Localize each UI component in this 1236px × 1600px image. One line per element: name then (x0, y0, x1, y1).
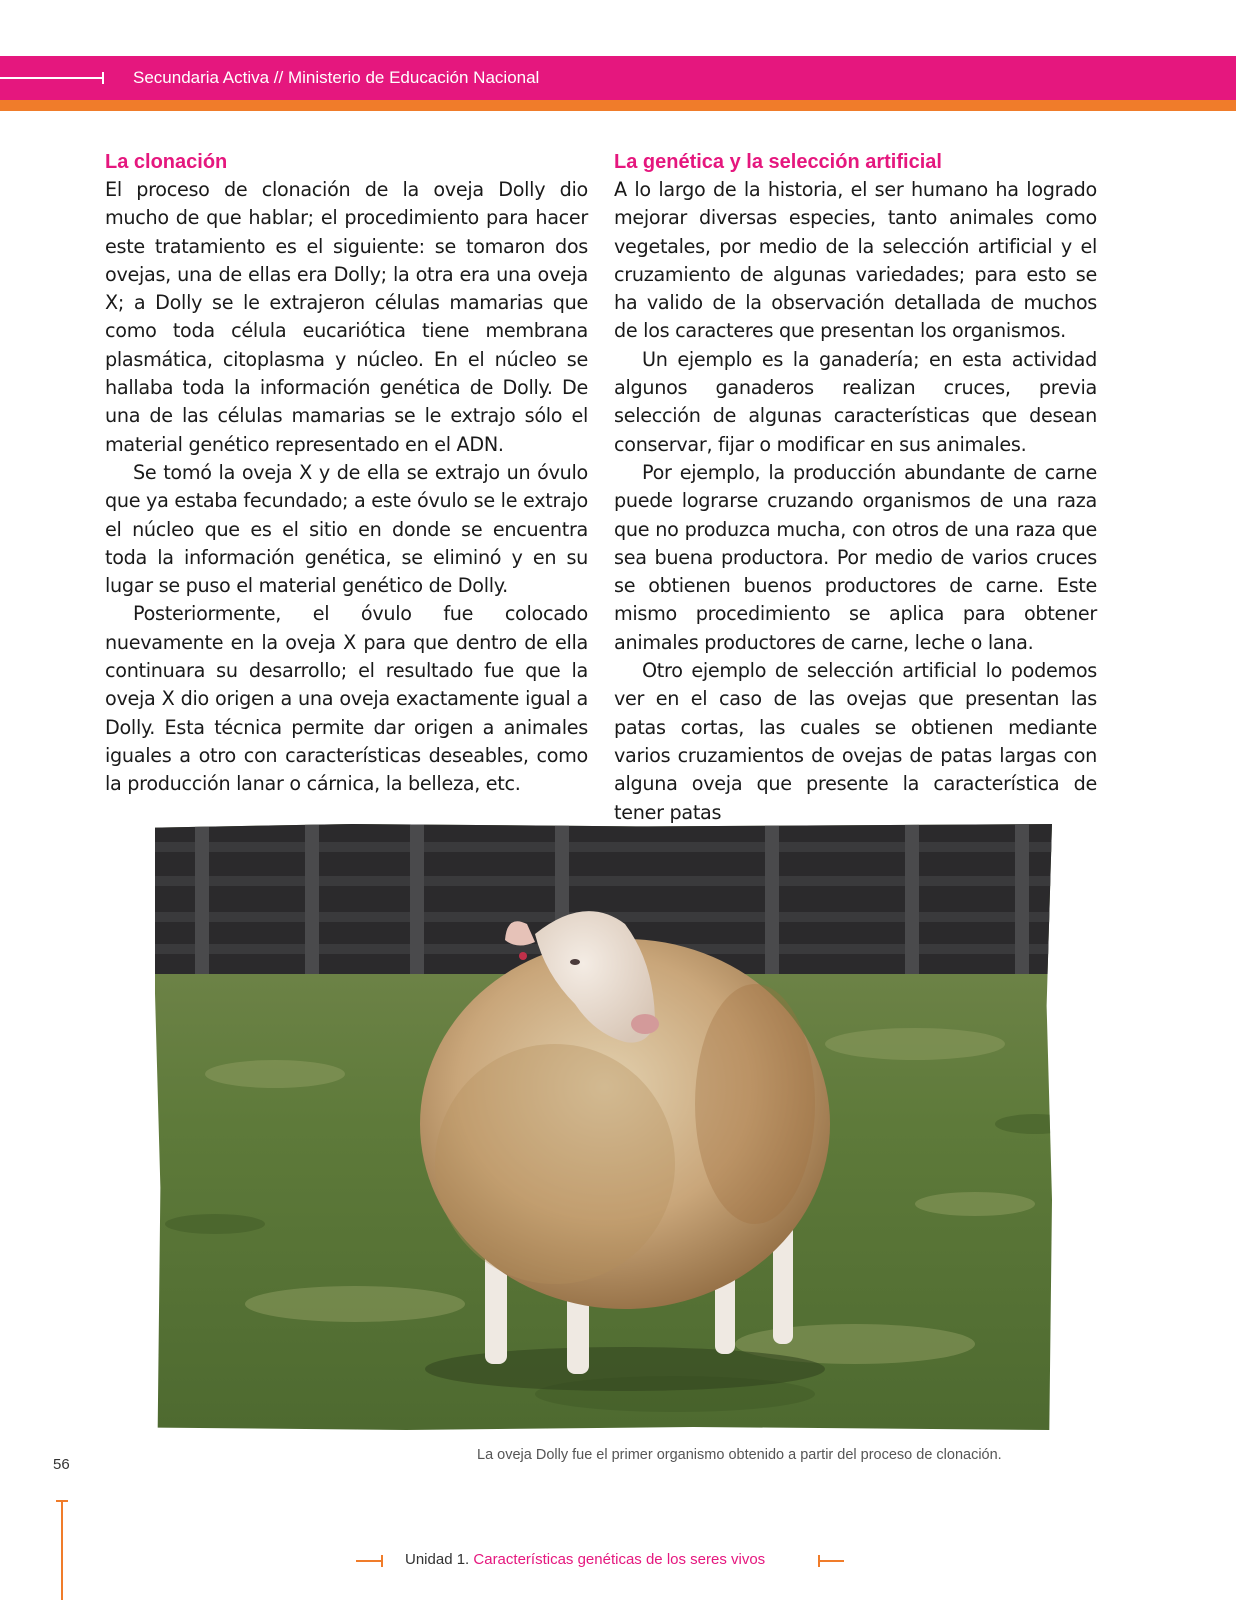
footer-rule-left-tick (381, 1555, 383, 1567)
margin-rule (61, 1500, 63, 1600)
header-accent-stripe (0, 100, 1236, 111)
footer-unit: Unidad 1. (405, 1551, 470, 1568)
figure-caption: La oveja Dolly fue el primer organismo obtenido a partir del proceso de clonación. (477, 1447, 1002, 1463)
paragraph: Otro ejemplo de selección artificial lo podemos ver en el caso de las ovejas que presentan las patas cortas, las cuales se obtienen mediante varios cruzamientos de ovejas de patas largas con alguna oveja que presente la característica de tener patas (614, 659, 1097, 824)
paragraph: Por ejemplo, la producción abundante de carne puede lograrse cruzando organismos de una raza que no produzca mucha, con otros de una raza que sea buena productora. Por medio de varios cruces se obtienen buenos productores de carne. Este mismo procedimiento se aplica para obtener animales productores de carne, leche o lana. (614, 460, 1097, 654)
paragraph: Se tomó la oveja X y de ella se extrajo un óvulo que ya estaba fecundado; a este óvulo se le extrajo el núcleo que es el sitio en donde se encuentra toda la información genética, se eliminó y en su lugar se puso el material genético de Dolly. (105, 460, 588, 598)
footer-unit-subtitle: Características genéticas de los seres vivos (473, 1551, 766, 1568)
paragraph: Posteriormente, el óvulo fue colocado nuevamente en la oveja X para que dentro de ella continuara su desarrollo; el resultado fue que la oveja X dio origen a una oveja exactamente igual a Dolly. Esta técnica permite dar origen a animales iguales a otro con características deseables, como la producción lanar o cárnica, la belleza, etc. (105, 602, 588, 796)
header-title: Secundaria Activa // Ministerio de Educación Nacional (133, 68, 540, 87)
section-heading-seleccion-artificial: La genética y la selección artificial (614, 151, 942, 173)
footer-rule-right (818, 1560, 844, 1562)
section-heading-clonacion: La clonación (105, 151, 228, 173)
page-number: 56 (53, 1456, 70, 1473)
dolly-sheep-photo (155, 824, 1052, 1430)
footer-rule-left (356, 1560, 382, 1562)
paragraph: Un ejemplo es la ganadería; en esta actividad algunos ganaderos realizan cruces, previa selección de algunas características que desean conservar, fijar o modificar en sus animales. (614, 347, 1097, 456)
paragraph: A lo largo de la historia, el ser humano ha logrado mejorar diversas especies, tanto animales como vegetales, por medio de la selección artificial y el cruzamiento de algunas variedades; para esto se ha valido de la observación detallada de muchos de los caracteres que presentan los organismos. (614, 178, 1097, 343)
paragraph: El proceso de clonación de la oveja Dolly dio mucho de que hablar; el procedimiento para hacer este tratamiento es el siguiente: se tomaron dos ovejas, una de ellas era Dolly; la otra era una oveja X; a Dolly se le extrajeron células mamarias que como toda célula eucariótica tiene membrana plasmática, citoplasma y núcleo. En el núcleo se hallaba toda la información genética de Dolly. De una de las células mamarias se le extrajo sólo el material genético representado en el ADN. (105, 178, 588, 456)
right-column (614, 148, 1097, 827)
left-column (105, 148, 588, 799)
footer-unit-label (405, 1551, 765, 1568)
header-rule-tick (102, 72, 104, 84)
header-rule (0, 77, 102, 79)
